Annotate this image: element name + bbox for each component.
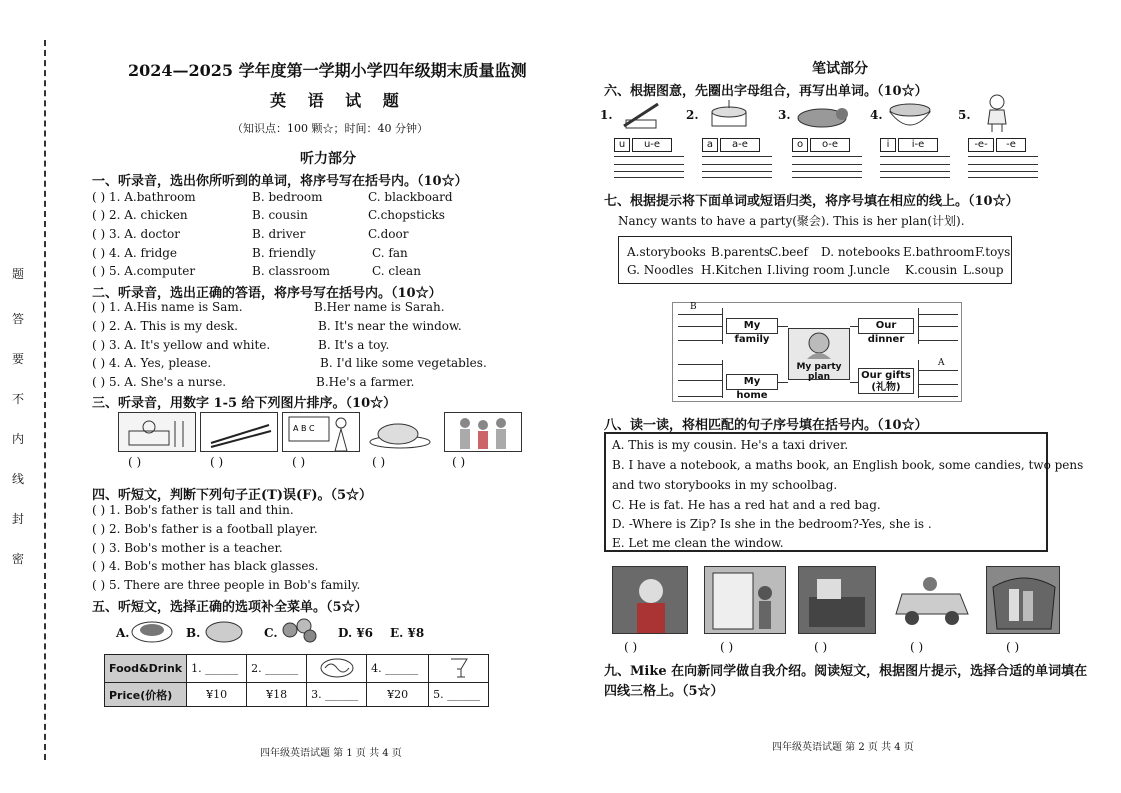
picture-chicken xyxy=(364,412,438,452)
s8-picture-4 xyxy=(890,566,974,634)
s8-picture-1 xyxy=(612,566,688,634)
s3-answer-5[interactable]: ( ) xyxy=(452,455,466,469)
chicken-icon xyxy=(200,616,248,644)
word-g: G. Noodles xyxy=(627,263,694,277)
mind-our-dinner: Our dinner xyxy=(858,318,914,334)
mind-my-home: My home xyxy=(726,374,778,390)
section-4-title: 四、听短文，判断下列句子正(T)误(F)。（5☆） xyxy=(92,488,373,503)
s6-writing-lines-5[interactable] xyxy=(968,156,1038,178)
s1-q1-a: ( ) 1. A.bathroom xyxy=(92,190,196,204)
s1-q2-a: ( ) 2. A. chicken xyxy=(92,208,188,222)
s2-q4-a: ( ) 4. A. Yes, please. xyxy=(92,356,212,370)
menu-price-5[interactable]: 5. ______ xyxy=(429,683,489,707)
s1-q5-a: ( ) 5. A.computer xyxy=(92,264,196,278)
s6-opt2-1[interactable]: u-e xyxy=(632,138,672,152)
s6-writing-lines-2[interactable] xyxy=(702,156,772,178)
window-cleaning-icon xyxy=(705,567,787,635)
answer-line-gifts-3[interactable] xyxy=(918,396,958,397)
s6-num-4: 4. xyxy=(870,108,883,122)
bracket-right-bottom xyxy=(918,360,919,398)
s5-option-c: C. xyxy=(264,626,278,640)
s8-answer-4[interactable]: ( ) xyxy=(910,640,924,654)
s1-q5-c: C. clean xyxy=(372,264,421,278)
section-1-title: 一、听录音，选出你所听到的单词，将序号写在括号内。（10☆） xyxy=(92,174,468,189)
binding-dashed-line xyxy=(44,40,46,760)
s1-q2-b: B. cousin xyxy=(252,208,308,222)
s6-opt2-5[interactable]: -e xyxy=(996,138,1026,152)
word-i: I.living room xyxy=(767,263,845,277)
s6-opt2-4[interactable]: i-e xyxy=(898,138,938,152)
s6-writing-lines-4[interactable] xyxy=(880,156,950,178)
s1-q4-c: C. fan xyxy=(372,246,408,260)
answer-line-dinner-1[interactable] xyxy=(918,314,958,315)
answer-line-gifts-1[interactable] xyxy=(918,370,958,371)
s6-writing-lines-3[interactable] xyxy=(792,156,862,178)
bracket-left-bottom xyxy=(722,360,723,398)
juice-icon xyxy=(447,655,471,679)
s6-writing-lines-1[interactable] xyxy=(614,156,684,178)
s2-q1-b: B.Her name is Sarah. xyxy=(314,300,445,314)
word-f: F.toys xyxy=(975,245,1011,259)
menu-price-4: ¥20 xyxy=(367,683,429,707)
section-2-title: 二、听录音，选出正确的答语，将序号写在括号内。（10☆） xyxy=(92,286,442,301)
mind-center-label: My party plan xyxy=(796,362,842,382)
s2-q3-b: B. It's a toy. xyxy=(318,338,390,352)
menu-price-2: ¥18 xyxy=(247,683,307,707)
steak-icon xyxy=(130,616,174,644)
s6-num-3: 3. xyxy=(778,108,791,122)
vegetables-icon xyxy=(276,614,322,644)
connector xyxy=(850,382,858,383)
dog-sleeping-icon xyxy=(792,100,852,130)
word-l: L.soup xyxy=(963,263,1004,277)
section-5-title: 五、听短文，选择正确的选项补全菜单。（5☆） xyxy=(92,600,368,615)
schoolbag-books-icon xyxy=(987,567,1061,635)
binding-margin xyxy=(4,40,74,760)
picture-teacher xyxy=(282,412,360,452)
menu-food-5 xyxy=(429,655,489,683)
tube-icon xyxy=(618,98,666,132)
bracket-left-top xyxy=(722,308,723,344)
answer-line-dinner-2[interactable] xyxy=(918,326,958,327)
s6-num-1: 1. xyxy=(600,108,613,122)
blackboard-text: A B C xyxy=(293,424,315,433)
s1-q3-a: ( ) 3. A. doctor xyxy=(92,227,180,241)
answer-line-family-1[interactable] xyxy=(678,314,722,315)
menu-table xyxy=(104,654,489,707)
s8-sentence-a: A. This is my cousin. He's a taxi driver. xyxy=(612,438,849,452)
answer-line-family-2[interactable] xyxy=(678,326,722,327)
s7-word-bank xyxy=(618,236,1012,284)
section-8-title: 八、读一读，将相匹配的句子序号填在括号内。（10☆） xyxy=(604,418,928,433)
s8-answer-1[interactable]: ( ) xyxy=(624,640,638,654)
example-b: B xyxy=(690,302,697,312)
s1-q2-c: C.chopsticks xyxy=(368,208,445,222)
bathroom-icon xyxy=(119,413,197,453)
s2-q2-a: ( ) 2. A. This is my desk. xyxy=(92,319,238,333)
s5-option-e: E. ¥8 xyxy=(390,626,425,640)
section-9-title: 九、Mike 在向新同学做自我介绍。阅读短文，根据图片提示，选择合适的单词填在 xyxy=(604,664,1088,679)
s1-q5-b: B. classroom xyxy=(252,264,331,278)
rice-bowl-icon xyxy=(886,98,934,132)
roast-chicken-icon xyxy=(364,412,438,452)
menu-price-label: Price(价格) xyxy=(105,683,187,707)
s1-q3-c: C.door xyxy=(368,227,409,241)
s4-q5: ( ) 5. There are three people in Bob's family. xyxy=(92,578,361,592)
s8-sentence-c: C. He is fat. He has a red hat and a red bag. xyxy=(612,498,881,512)
menu-price-3[interactable]: 3. ______ xyxy=(307,683,367,707)
s8-answer-2[interactable]: ( ) xyxy=(720,640,734,654)
s8-answer-3[interactable]: ( ) xyxy=(814,640,828,654)
word-b: B.parents xyxy=(711,245,771,259)
mind-my-family: My family xyxy=(726,318,778,334)
s1-q4-a: ( ) 4. A. fridge xyxy=(92,246,178,260)
s4-q2: ( ) 2. Bob's father is a football player. xyxy=(92,522,318,536)
s6-opt2-3[interactable]: o-e xyxy=(810,138,850,152)
s2-q2-b: B. It's near the window. xyxy=(318,319,462,333)
taxi-driver-icon xyxy=(890,566,974,634)
answer-line-home-2[interactable] xyxy=(678,380,722,381)
menu-food-3 xyxy=(307,655,367,683)
s8-sentence-b-cont: and two storybooks in my schoolbag. xyxy=(612,478,838,492)
word-d: D. notebooks xyxy=(821,245,901,259)
cake-icon xyxy=(704,96,754,134)
mind-center xyxy=(788,328,850,380)
written-header: 笔试部分 xyxy=(812,61,868,77)
girl-icon xyxy=(980,92,1014,134)
section-9-title-cont: 四线三格上。（5☆） xyxy=(604,684,724,699)
exam-page-2 xyxy=(560,0,1121,793)
example-a: A xyxy=(938,358,945,368)
exam-info: （知识点：100 颗☆；时间：40 分钟） xyxy=(232,122,428,135)
s3-answer-4[interactable]: ( ) xyxy=(372,455,386,469)
noodles-icon xyxy=(317,656,357,678)
s5-option-d: D. ¥6 xyxy=(338,626,374,640)
page-1-footer: 四年级英语试题 第 1 页 共 4 页 xyxy=(260,748,402,759)
s8-picture-5 xyxy=(986,566,1060,634)
s6-num-2: 2. xyxy=(686,108,699,122)
bedroom-cat-icon xyxy=(799,567,877,635)
picture-chopsticks xyxy=(200,412,278,452)
s5-option-a: A. xyxy=(116,626,130,640)
answer-line-gifts-2[interactable] xyxy=(918,384,958,385)
menu-price-1: ¥10 xyxy=(187,683,247,707)
s2-q5-a: ( ) 5. A. She's a nurse. xyxy=(92,375,227,389)
s1-q1-b: B. bedroom xyxy=(252,190,323,204)
answer-line-family-3[interactable] xyxy=(678,340,722,341)
connector xyxy=(778,326,788,327)
menu-food-1[interactable]: 1. ______ xyxy=(187,655,247,683)
s2-q5-b: B.He's a farmer. xyxy=(316,375,415,389)
s1-q1-c: C. blackboard xyxy=(368,190,453,204)
chopsticks-icon xyxy=(201,413,279,453)
family-icon xyxy=(445,413,523,453)
word-j: J.uncle xyxy=(849,263,890,277)
teacher-blackboard-icon xyxy=(283,413,361,453)
answer-line-home-3[interactable] xyxy=(678,396,722,397)
s4-q3: ( ) 3. Bob's mother is a teacher. xyxy=(92,541,283,555)
answer-line-dinner-3[interactable] xyxy=(918,340,958,341)
connector xyxy=(778,382,788,383)
listening-header: 听力部分 xyxy=(300,151,356,167)
menu-food-2[interactable]: 2. ______ xyxy=(247,655,307,683)
s8-sentence-d: D. -Where is Zip? Is she in the bedroom?-Yes, she is . xyxy=(612,517,932,531)
word-k: K.cousin xyxy=(905,263,958,277)
s4-q4: ( ) 4. Bob's mother has black glasses. xyxy=(92,559,319,573)
s6-opt1-3[interactable]: o xyxy=(792,138,808,152)
picture-family xyxy=(444,412,522,452)
s7-intro: Nancy wants to have a party(聚会). This is her plan(计划). xyxy=(618,214,965,228)
man-red-hat-icon xyxy=(613,567,689,635)
s5-option-b: B. xyxy=(186,626,201,640)
s6-opt2-2[interactable]: a-e xyxy=(720,138,760,152)
s2-q3-a: ( ) 3. A. It's yellow and white. xyxy=(92,338,271,352)
picture-bathroom xyxy=(118,412,196,452)
menu-food-label: Food&Drink xyxy=(105,655,187,683)
page-2-footer: 四年级英语试题 第 2 页 共 4 页 xyxy=(772,742,914,753)
s6-num-5: 5. xyxy=(958,108,971,122)
s3-answer-1[interactable]: ( ) xyxy=(128,455,142,469)
s8-picture-3 xyxy=(798,566,876,634)
s6-opt1-2[interactable]: a xyxy=(702,138,718,152)
answer-line-home-1[interactable] xyxy=(678,364,722,365)
s8-sentence-b: B. I have a notebook, a maths book, an English book, some candies, two pens xyxy=(612,458,1084,472)
s6-opt1-1[interactable]: u xyxy=(614,138,630,152)
s8-sentence-e: E. Let me clean the window. xyxy=(612,536,784,550)
exam-subtitle: 英 语 试 题 xyxy=(270,91,407,110)
exam-title: 2024—2025 学年度第一学期小学四年级期末质量监测 xyxy=(128,61,527,80)
section-6-title: 六、根据图意，先圈出字母组合，再写出单词。（10☆） xyxy=(604,84,928,99)
word-e: E.bathroom xyxy=(903,245,975,259)
word-h: H.Kitchen xyxy=(701,263,763,277)
section-3-title: 三、听录音，用数字 1-5 给下列图片排序。（10☆） xyxy=(92,396,397,411)
mind-our-gifts: Our gifts (礼物) xyxy=(858,368,914,394)
s1-q3-b: B. driver xyxy=(252,227,306,241)
s2-q4-b: B. I'd like some vegetables. xyxy=(320,356,487,370)
s2-q1-a: ( ) 1. A.His name is Sam. xyxy=(92,300,243,314)
nancy-portrait-icon xyxy=(799,329,839,359)
s1-q4-b: B. friendly xyxy=(252,246,316,260)
exam-page-1 xyxy=(0,0,560,793)
s3-answer-3[interactable]: ( ) xyxy=(292,455,306,469)
s8-sentence-box xyxy=(604,432,1084,552)
word-c: C.beef xyxy=(769,245,808,259)
s6-opt1-4[interactable]: i xyxy=(880,138,896,152)
s8-answer-5[interactable]: ( ) xyxy=(1006,640,1020,654)
menu-food-4[interactable]: 4. ______ xyxy=(367,655,429,683)
word-a: A.storybooks xyxy=(627,245,706,259)
section-7-title: 七、根据提示将下面单词或短语归类，将序号填在相应的线上。（10☆） xyxy=(604,194,1019,209)
connector xyxy=(850,326,858,327)
s4-q1: ( ) 1. Bob's father is tall and thin. xyxy=(92,503,294,517)
s6-opt1-5[interactable]: -e- xyxy=(968,138,994,152)
s8-picture-2 xyxy=(704,566,786,634)
seal-text: 题 答 要 不 内 线 封 密 xyxy=(12,267,25,566)
s3-answer-2[interactable]: ( ) xyxy=(210,455,224,469)
